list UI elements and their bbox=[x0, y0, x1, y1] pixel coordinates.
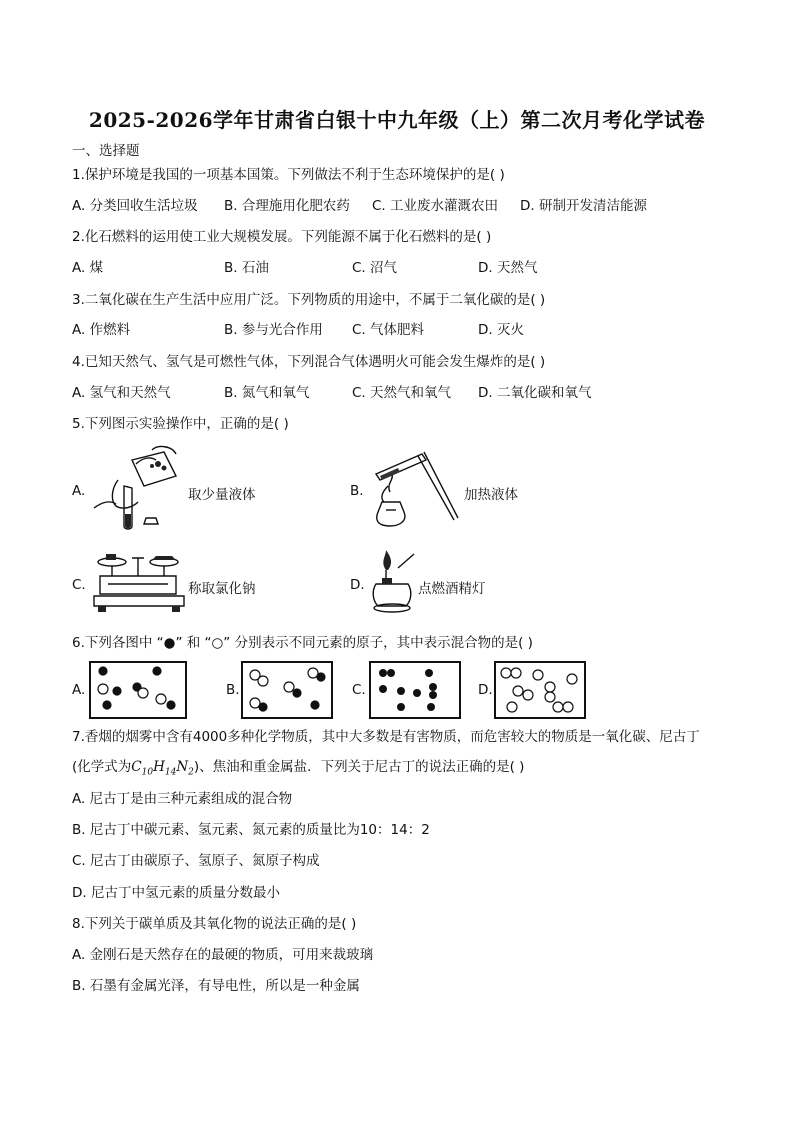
page-title: 2025-2026学年甘肃省白银十中九年级（上）第二次月考化学试卷 bbox=[88, 108, 706, 132]
question-2-stem: 2.化石燃料的运用使工业大规模发展。下列能源不属于化石燃料的是( ) bbox=[72, 229, 492, 245]
pipette-liquid-illustration bbox=[92, 444, 192, 534]
q6-option-d-letter: D. bbox=[478, 682, 493, 698]
q6-option-b-letter: B. bbox=[226, 682, 240, 698]
q3-option-b: B. 参与光合作用 bbox=[224, 322, 323, 338]
q7-stem-pre: (化学式为 bbox=[72, 759, 132, 775]
question-7-stem-line2 bbox=[72, 758, 524, 782]
formula-c: C bbox=[131, 759, 142, 775]
q2-option-b: B. 石油 bbox=[224, 260, 269, 276]
formula-h: H bbox=[153, 759, 165, 775]
question-5-stem: 5.下列图示实验操作中，正确的是( ) bbox=[72, 416, 289, 432]
q7-option-a: A. 尼古丁是由三种元素组成的混合物 bbox=[72, 791, 293, 807]
q6-particle-box-c bbox=[369, 661, 461, 719]
q5-option-b-text: 加热液体 bbox=[464, 487, 518, 503]
q1-option-d: D. 研制开发清洁能源 bbox=[520, 198, 647, 214]
q4-option-b: B. 氮气和氧气 bbox=[224, 385, 310, 401]
balance-scale-illustration bbox=[92, 550, 186, 614]
question-1-stem: 1.保护环境是我国的一项基本国策。下列做法不利于生态环境保护的是( ) bbox=[72, 167, 505, 183]
question-3-stem: 3.二氧化碳在生产生活中应用广泛。下列物质的用途中，不属于二氧化碳的是( ) bbox=[72, 292, 546, 308]
q5-option-a-letter: A. bbox=[72, 483, 86, 499]
q6-option-c-letter: C. bbox=[352, 682, 366, 698]
q3-option-c: C. 气体肥料 bbox=[352, 322, 425, 338]
formula-n-sub: 2 bbox=[188, 767, 194, 778]
formula-c-sub: 10 bbox=[141, 767, 154, 778]
question-7-stem-line1: 7.香烟的烟雾中含有4000多种化学物质，其中大多数是有害物质，而危害较大的物质是一氧化碳、尼古丁 bbox=[72, 729, 700, 745]
q8-option-b: B. 石墨有金属光泽，有导电性，所以是一种金属 bbox=[72, 978, 360, 994]
q4-option-a: A. 氢气和天然气 bbox=[72, 385, 171, 401]
q2-option-c: C. 沼气 bbox=[352, 260, 398, 276]
q6-particle-box-b bbox=[241, 661, 333, 719]
formula-h-sub: 14 bbox=[164, 767, 177, 778]
q4-option-d: D. 二氧化碳和氧气 bbox=[478, 385, 592, 401]
q3-option-d: D. 灭火 bbox=[478, 322, 524, 338]
q2-option-a: A. 煤 bbox=[72, 260, 104, 276]
q7-stem-post: )、焦油和重金属盐．下列关于尼古丁的说法正确的是( ) bbox=[193, 759, 525, 775]
question-4-stem: 4.已知天然气、氢气是可燃性气体，下列混合气体遇明火可能会发生爆炸的是( ) bbox=[72, 354, 546, 370]
q6-option-a-letter: A. bbox=[72, 682, 86, 698]
q5-option-d-text: 点燃酒精灯 bbox=[418, 581, 486, 597]
q5-option-d-letter: D. bbox=[350, 577, 365, 593]
q4-option-c: C. 天然气和氧气 bbox=[352, 385, 452, 401]
q1-option-c: C. 工业废水灌溉农田 bbox=[372, 198, 499, 214]
q8-option-a: A. 金刚石是天然存在的最硬的物质，可用来裁玻璃 bbox=[72, 947, 374, 963]
question-8-stem: 8.下列关于碳单质及其氧化物的说法正确的是( ) bbox=[72, 916, 357, 932]
q5-option-c-letter: C. bbox=[72, 577, 86, 593]
question-6-stem: 6.下列各图中 “●” 和 “○” 分别表示不同元素的原子，其中表示混合物的是( ) bbox=[72, 635, 533, 651]
q7-option-c: C. 尼古丁由碳原子、氢原子、氮原子构成 bbox=[72, 853, 320, 869]
q5-option-c-text: 称取氯化钠 bbox=[188, 581, 256, 597]
q7-option-b: B. 尼古丁中碳元素、氢元素、氮元素的质量比为10：14：2 bbox=[72, 822, 430, 838]
nicotine-formula bbox=[131, 759, 194, 778]
q1-option-a: A. 分类回收生活垃圾 bbox=[72, 198, 198, 214]
q5-option-b-letter: B. bbox=[350, 483, 364, 499]
q6-particle-box-a bbox=[89, 661, 187, 719]
q7-option-d: D. 尼古丁中氢元素的质量分数最小 bbox=[72, 885, 280, 901]
q5-option-a-text: 取少量液体 bbox=[188, 487, 256, 503]
section-heading: 一、选择题 bbox=[72, 143, 140, 159]
heating-liquid-illustration bbox=[368, 446, 460, 530]
alcohol-lamp-illustration bbox=[368, 550, 418, 614]
q1-option-b: B. 合理施用化肥农药 bbox=[224, 198, 350, 214]
q2-option-d: D. 天然气 bbox=[478, 260, 538, 276]
q3-option-a: A. 作燃料 bbox=[72, 322, 131, 338]
formula-n: N bbox=[176, 759, 189, 775]
q6-particle-box-d bbox=[494, 661, 586, 719]
